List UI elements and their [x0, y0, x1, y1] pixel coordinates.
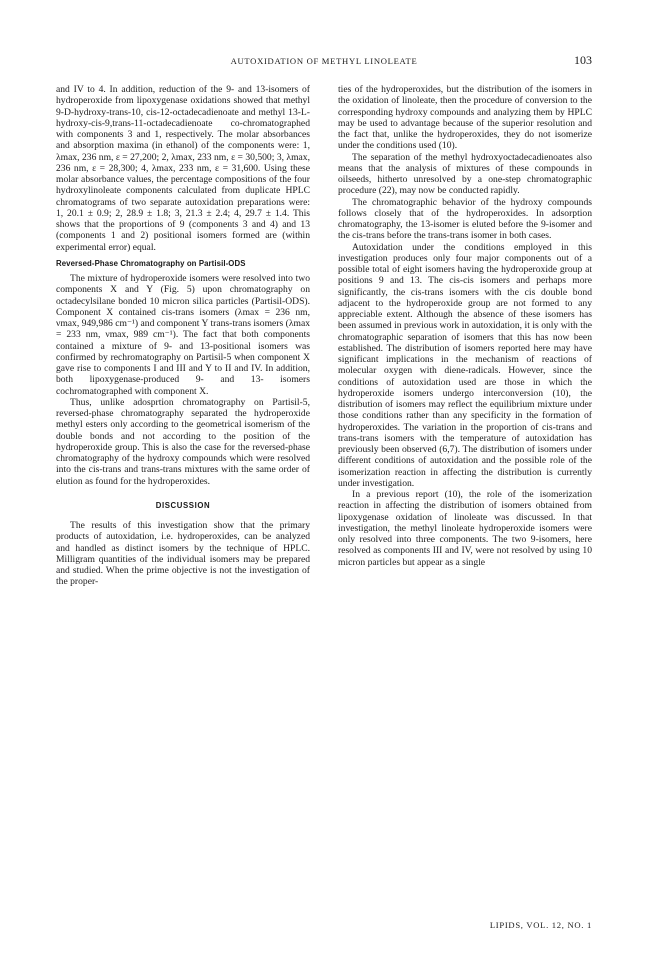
- left-column: [56, 84, 310, 588]
- paragraph: ties of the hydroperoxides, but the distribution of the isomers in the oxidation of linoleate, then the procedure of conversion to the corresponding hydroxy compounds and analyzing them by HPLC may be used to advantage because of the superior resolution and the fact that, unlike the hydroperoxides, they do not isomerize under the conditions used (10).: [338, 84, 592, 152]
- paragraph: Autoxidation under the conditions employed in this investigation produces only four major components out of a possible total of eight isomers having the hydroperoxide group at positions 9 and 13. The cis-cis isomers and perhaps more significantly, the cis-trans isomers with the cis double bond adjacent to the hydroperoxide group are not formed to any appreciable extent. Although the absence of these isomers has been assumed in previous work in autoxidation, it is only with the chromatographic separation of isomers that this has now been established. The distribution of isomers reported here may have significant implications in the mechanism of reactions of molecular oxygen with diene-radicals. However, since the conditions of autoxidation used are those in which the hydroperoxide isomers undergo interconversion (10), the distribution of isomers may reflect the equilibrium mixture under those conditions rather than any specificity in the formation of hydroperoxides. The variation in the proportion of cis-trans and trans-trans isomers with the temperature of autoxidation has previously been observed (6,7). The distribution of isomers under different conditions of autoxidation and the possible role of the isomerization reaction in affecting the distribution is currently under investigation.: [338, 241, 592, 489]
- paragraph: The mixture of hydroperoxide isomers were resolved into two components X and Y (Fig. 5) upon chromatography on octadecylsilane bonded 10 micron silica particles (Partisil-ODS). Component X contained cis-trans isomers (λmax = 236 nm, νmax, 949,986 cm⁻¹) and component Y trans-trans isomers (λmax = 233 nm, νmax, 989 cm⁻¹). The fact that both components contained a mixture of 9- and 13-positional isomers was confirmed by rechromatography on Partisil-5 when component X gave rise to components I and III and Y to II and IV. In addition, both lipoxygenase-produced 9- and 13- isomers cochromatographed with component X.: [56, 273, 310, 397]
- paragraph: and IV to 4. In addition, reduction of the 9- and 13-isomers of hydroperoxide from lipoxygenase oxidations showed that methyl 9-D-hydroxy-trans-10, cis-12-octadecadienoate and methyl 13-L-hydroxy-cis-9,trans-11-octadecadienoate co-chromatographed with components 3 and 1, respectively. The molar absorbances and absorption maxima (in ethanol) of the components were: 1, λmax, 236 nm, ε = 27,200; 2, λmax, 233 nm, ε = 30,500; 3, λmax, 236 nm, ε = 28,300; 4, λmax, 233 nm, ε = 31,600. Using these molar absorbance values, the percentage compositions of the four hydroxylinoleate components calculated from duplicate HPLC chromatograms of two separate autoxidation preparations were: 1, 20.1 ± 0.9; 2, 28.9 ± 1.8; 3, 21.3 ± 2.4; 4, 29.7 ± 1.4. This shows that the proportions of 9 (components 3 and 4) and 13 (components 1 and 2) positional isomers formed are (within experimental error) equal.: [56, 84, 310, 253]
- section-heading: DISCUSSION: [155, 500, 211, 510]
- running-head: AUTOXIDATION OF METHYL LINOLEATE: [230, 56, 418, 66]
- page-number: 103: [574, 53, 592, 67]
- journal-footer: LIPIDS, VOL. 12, NO. 1: [489, 920, 592, 930]
- right-column: [338, 84, 592, 568]
- paragraph: The results of this investigation show that the primary products of autoxidation, i.e. hydroperoxides, can be analyzed and handled as distinct isomers by the technique of HPLC. Milligram quantities of the individual isomers may be prepared and studied. When the prime objective is not the investigation of the proper-: [56, 520, 310, 588]
- subsection-heading: Reversed-Phase Chromatography on Partisil-ODS: [56, 258, 246, 268]
- paragraph: The chromatographic behavior of the hydroxy compounds follows closely that of the hydroperoxides. In adsorption chromatography, the 13-isomer is eluted before the 9-isomer and the cis-trans before the trans-trans isomer in both cases.: [338, 196, 592, 242]
- paragraph: Thus, unlike adosprtion chromatography on Partisil-5, reversed-phase chromatography separated the hydroperoxide methyl esters only according to the geometrical isomerism of the double bonds and not according to the position of the hydroperoxide group. This is also the case for the reversed-phase chromatography of the hydroxy compounds which were resolved into the cis-trans and trans-trans mixtures with the same order of elution as found for the hydroperoxides.: [56, 396, 310, 487]
- paragraph: In a previous report (10), the role of the isomerization reaction in affecting the distribution of isomers obtained from lipoxygenase oxidation of linoleate was discussed. In that investigation, the methyl linoleate hydroperoxide isomers were only resolved into three components. The two 9-isomers, here resolved as components III and IV, were not resolved by using 10 micron particles but appear as a single: [338, 489, 592, 568]
- paragraph: The separation of the methyl hydroxyoctadecadienoates also means that the analysis of mixtures of these compounds in oilseeds, hitherto unresolved by a one-step chromatographic procedure (22), may now be conducted rapidly.: [338, 151, 592, 197]
